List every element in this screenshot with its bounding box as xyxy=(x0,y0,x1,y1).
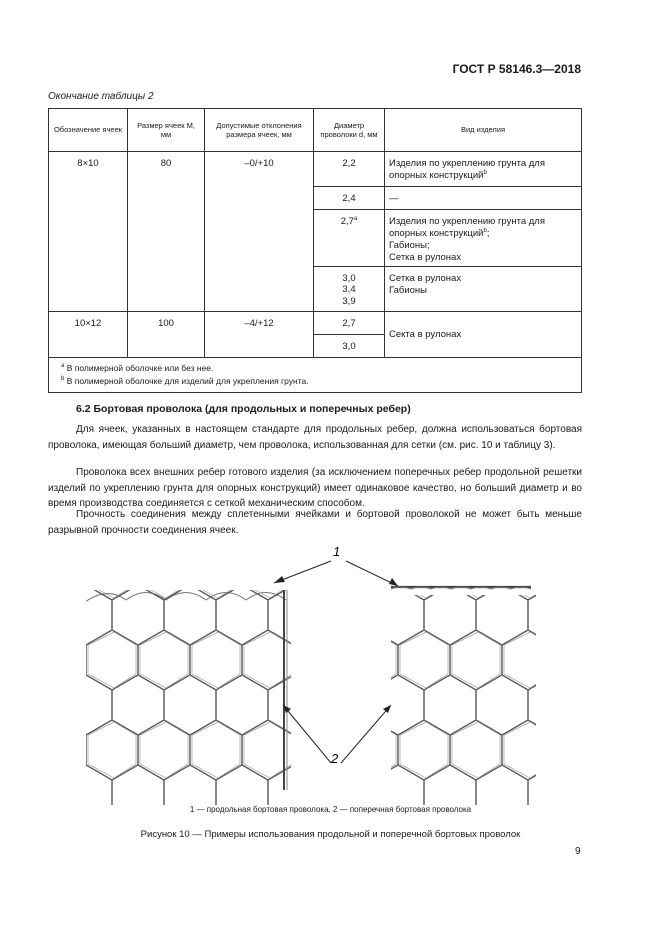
cell-tolerance: –0/+10 xyxy=(205,152,314,312)
product-text: Изделия по укреплению грунта для опорных конструкций xyxy=(389,216,545,240)
callout-arrows xyxy=(274,561,398,763)
table-caption: Окончание таблицы 2 xyxy=(48,91,154,102)
product-line: Сетка в рулонах xyxy=(389,273,462,284)
footnote-a: В полимерной оболочке или без нее. xyxy=(64,363,214,373)
right-mesh xyxy=(376,595,556,805)
left-mesh xyxy=(86,590,306,805)
cell-designation: 8×10 xyxy=(49,152,128,312)
cell-diameter: 3,0 xyxy=(314,335,385,358)
diameter-value: 2,7 xyxy=(340,216,354,228)
cell-product: Секта в рулонах xyxy=(385,312,582,358)
footnote-b: В полимерной оболочке для изделий для укрепления грунта. xyxy=(64,375,309,386)
cell-tolerance: –4/+12 xyxy=(205,312,314,358)
figure-10 xyxy=(86,540,556,805)
footnote-ref: b xyxy=(483,227,487,234)
product-line: Габионы xyxy=(389,284,427,296)
cell-product xyxy=(385,210,582,267)
callout-2: 2 xyxy=(331,751,339,766)
product-line: Габионы; xyxy=(389,239,430,251)
wire-mesh-illustration xyxy=(86,540,556,805)
section-title: 6.2 Бортовая проволока (для продольных и поперечных ребер) xyxy=(76,403,411,415)
cell-product xyxy=(385,267,582,312)
diameter-value: 3,4 xyxy=(342,284,356,296)
product-punct: ; xyxy=(486,228,490,240)
cell-product: — xyxy=(385,187,582,210)
footnote-mark: a xyxy=(61,363,65,370)
diameter-value: 3,9 xyxy=(342,295,356,307)
table-row xyxy=(49,312,582,335)
page-number: 9 xyxy=(575,846,581,857)
table-notes-row xyxy=(49,358,582,393)
table-header-row xyxy=(49,109,582,152)
footnote-mark: b xyxy=(61,375,65,382)
footnote-ref: b xyxy=(483,169,487,176)
paragraph: Проволока всех внешних ребер готового изделия (за исключением поперечных ребер продольной решетки изделий по укреплению грунта для опорных конструкций) имеет одинаковое качество, но больший диаметр и во время производства соединяется с сеткой механическим способом. xyxy=(48,467,582,509)
spec-table xyxy=(48,108,582,393)
header-product: Вид изделия xyxy=(385,109,582,152)
header-designation: Обозначение ячеек xyxy=(49,109,128,152)
cell-product xyxy=(385,152,582,187)
paragraph: Для ячеек, указанных в настоящем стандарте для продольных ребер, должна использоваться бортовая проволока, имеющая больший диаметр, чем проволока, использованная для сетки (см. рис. 10 и таблицу 3). xyxy=(48,424,582,451)
cell-diameter: 2,2 xyxy=(314,152,385,187)
cell-diameter xyxy=(314,210,385,267)
diameter-value: 3,0 xyxy=(342,273,356,284)
top-edge-wire xyxy=(391,587,531,589)
cell-size: 80 xyxy=(128,152,205,312)
cell-diameter: 2,7 xyxy=(314,312,385,335)
cell-diameter: 2,4 xyxy=(314,187,385,210)
callout-1: 1 xyxy=(333,544,341,559)
figure-legend: 1 — продольная бортовая проволока, 2 — поперечная бортовая проволока xyxy=(189,805,472,814)
cell-designation: 10×12 xyxy=(49,312,128,358)
product-text: Изделия по укреплению грунта для опорных конструкций xyxy=(389,158,545,182)
product-line: Сетка в рулонах xyxy=(389,251,462,263)
document-id: ГОСТ Р 58146.3—2018 xyxy=(452,62,581,76)
figure-caption: Рисунок 10 — Примеры использования продольной и поперечной бортовых проволок xyxy=(140,829,521,840)
table-row xyxy=(49,152,582,187)
paragraph: Прочность соединения между сплетенными ячейками и бортовой проволокой не может быть меньше разрывной прочности соединения ячеек. xyxy=(48,509,582,536)
header-diameter: Диаметр проволоки d, мм xyxy=(314,109,385,152)
header-tolerance: Допустимые отклонения размера ячеек, мм xyxy=(205,109,314,152)
table-notes xyxy=(49,358,582,393)
header-size: Размер ячеек M, мм xyxy=(128,109,205,152)
footnote-ref: a xyxy=(353,216,358,222)
cell-size: 100 xyxy=(128,312,205,358)
cell-diameter xyxy=(314,267,385,312)
